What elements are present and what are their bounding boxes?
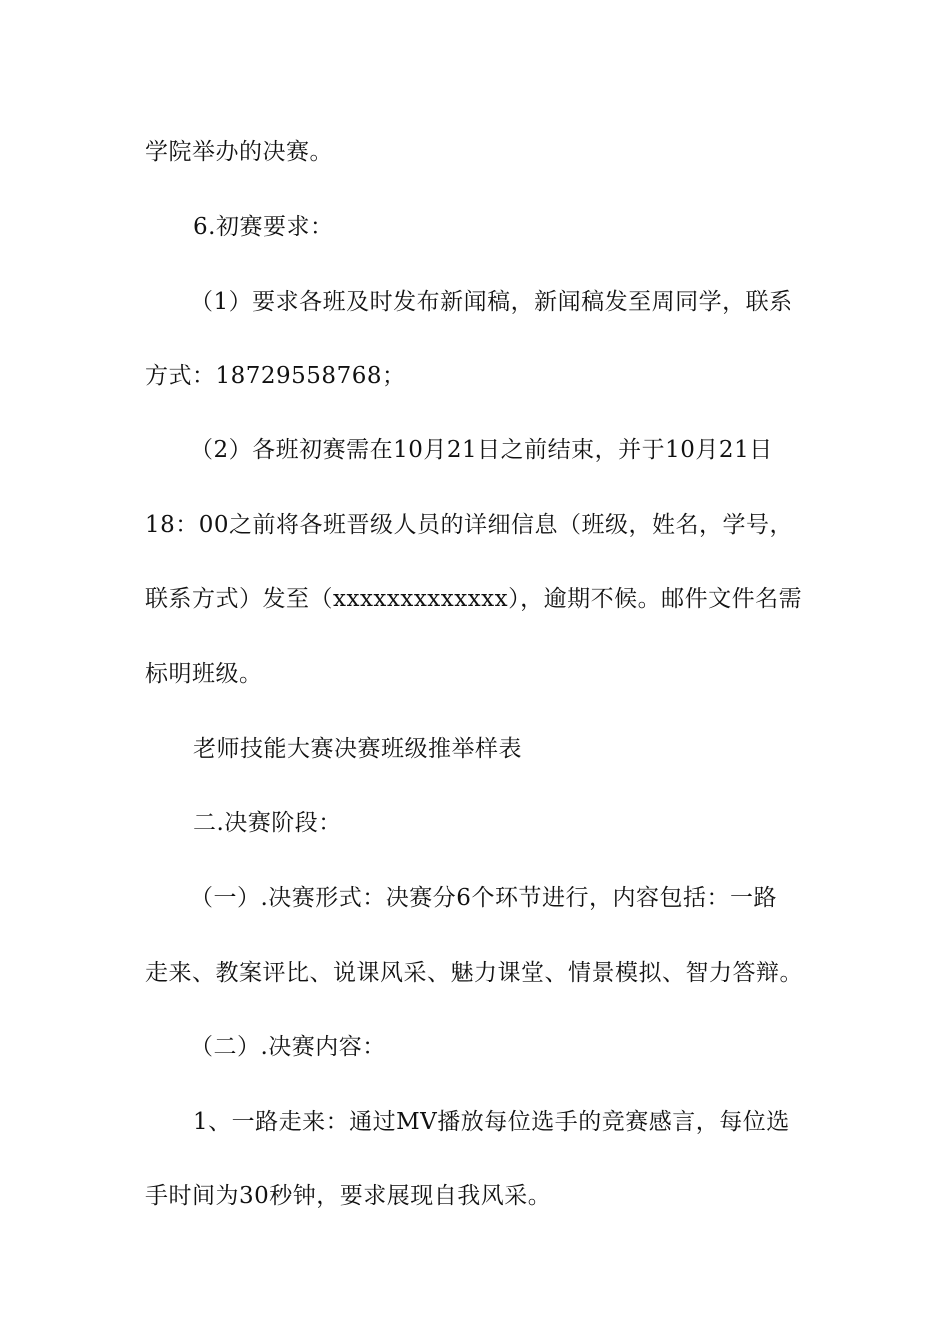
paragraph-line: 1、一路走来：通过MV播放每位选手的竞赛感言，每位选	[193, 1109, 790, 1135]
paragraph-line: 标明班级。	[145, 661, 263, 687]
section-heading-preliminary-requirements: 6.初赛要求：	[193, 214, 334, 240]
paragraph-line: 手时间为30秒钟，要求展现自我风采。	[145, 1183, 552, 1209]
subsection-heading-final-content: （二）.决赛内容：	[190, 1034, 386, 1060]
paragraph-line: 走来、教案评比、说课风采、魅力课堂、情景模拟、智力答辩。	[145, 960, 803, 986]
paragraph-line: 方式：18729558768；	[145, 363, 406, 389]
section-heading-final-stage: 二.决赛阶段：	[193, 810, 342, 836]
paragraph-line: 联系方式）发至（xxxxxxxxxxxxx），逾期不候。邮件文件名需	[145, 586, 803, 612]
paragraph-line: （2）各班初赛需在10月21日之前结束，并于10月21日	[190, 437, 773, 463]
paragraph-line: 学院举办的决赛。	[145, 139, 333, 165]
paragraph-line: （1）要求各班及时发布新闻稿，新闻稿发至周同学，联系	[190, 289, 793, 315]
paragraph-line: 18：00之前将各班晋级人员的详细信息（班级，姓名，学号，	[145, 512, 794, 538]
table-caption: 老师技能大赛决赛班级推举样表	[193, 736, 522, 762]
paragraph-line: （一）.决赛形式：决赛分6个环节进行，内容包括：一路	[190, 885, 777, 911]
